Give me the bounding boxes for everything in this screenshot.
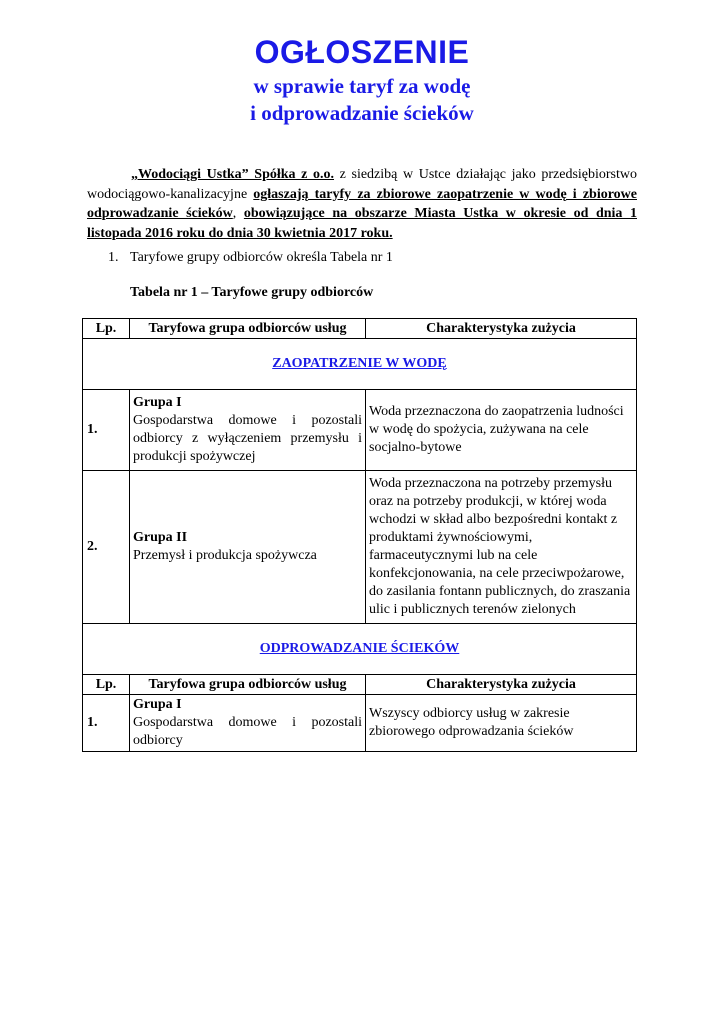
tariff-groups-table	[82, 318, 637, 752]
header-usage: Charakterystyka zużycia	[366, 319, 637, 339]
section-sewage-label: ODPROWADZANIE ŚCIEKÓW	[83, 624, 637, 675]
row-group-desc: Przemysł i produkcja spożywcza	[133, 548, 317, 563]
row-usage: Woda przeznaczona do zaopatrzenia ludności w wodę do spożycia, zużywana na cele socjalno-bytowe	[366, 390, 637, 471]
header-lp: Lp.	[83, 675, 130, 695]
table-header-row	[83, 319, 637, 339]
row-group-name: Grupa II	[133, 530, 188, 545]
row-usage: Woda przeznaczona na potrzeby przemysłu oraz na potrzeby produkcji, w której woda wchodzi w skład albo bezpośredni kontakt z produktami żywnościowymi, farmaceutycznymi lub na cele konfekcjonowania, na cele przeciwpożarowe, do zasilania fontann publicznych, do zraszania ulic i publicznych terenów zielonych	[366, 471, 637, 624]
subtitle-line-1: w sprawie taryf za wodę	[253, 74, 471, 98]
intro-text: z siedzibą w Ustce działając jako przedsiębiorstwo wodociągowo-kanalizacyjne	[87, 167, 637, 202]
header-group: Taryfowa grupa odbiorców usług	[130, 675, 366, 695]
row-group-cell	[130, 695, 366, 752]
intro-comma: ,	[232, 206, 244, 221]
list-item-number: 1.	[108, 250, 119, 265]
section-water-label: ZAOPATRZENIE W WODĘ	[83, 339, 637, 390]
page-title: OGŁOSZENIE	[254, 34, 470, 70]
table-caption: Tabela nr 1 – Taryfowe grupy odbiorców	[130, 285, 374, 300]
row-group-name: Grupa I	[133, 395, 182, 410]
row-usage: Wszyscy odbiorcy usług w zakresie zbiorowego odprowadzania ścieków	[366, 695, 637, 752]
row-group-desc: Gospodarstwa domowe i pozostali odbiorcy	[133, 715, 362, 748]
row-group-desc: Gospodarstwa domowe i pozostali odbiorcy z wyłączeniem przemysłu i produkcji spożywczej	[133, 413, 362, 464]
validity-period: obowiązujące na obszarze Miasta Ustka w okresie od dnia 1 listopada 2016 roku do dnia 30 kwietnia 2017 roku.	[87, 206, 638, 241]
subtitle-line-2: i odprowadzanie ścieków	[250, 101, 474, 125]
row-group-name: Grupa I	[133, 697, 182, 712]
table-header-row	[83, 675, 637, 695]
table-row	[83, 471, 637, 624]
company-name: „Wodociągi Ustka” Spółka z o.o.	[131, 167, 335, 182]
section-row-water	[83, 339, 637, 390]
intro-paragraph	[87, 165, 637, 243]
list-item	[108, 250, 393, 266]
announcement-text: ogłaszają taryfy za zbiorowe zaopatrzenie w wodę i zbiorowe odprowadzanie ścieków	[87, 186, 637, 221]
row-lp: 2.	[83, 471, 130, 624]
row-lp: 1.	[83, 695, 130, 752]
header-group: Taryfowa grupa odbiorców usług	[130, 319, 366, 339]
table-row	[83, 695, 637, 752]
row-lp: 1.	[83, 390, 130, 471]
section-row-sewage	[83, 624, 637, 675]
header-lp: Lp.	[83, 319, 130, 339]
row-group-cell	[130, 390, 366, 471]
row-group-cell	[130, 471, 366, 624]
list-item-text: Taryfowe grupy odbiorców określa Tabela nr 1	[130, 250, 393, 265]
table-row	[83, 390, 637, 471]
header-usage: Charakterystyka zużycia	[366, 675, 637, 695]
